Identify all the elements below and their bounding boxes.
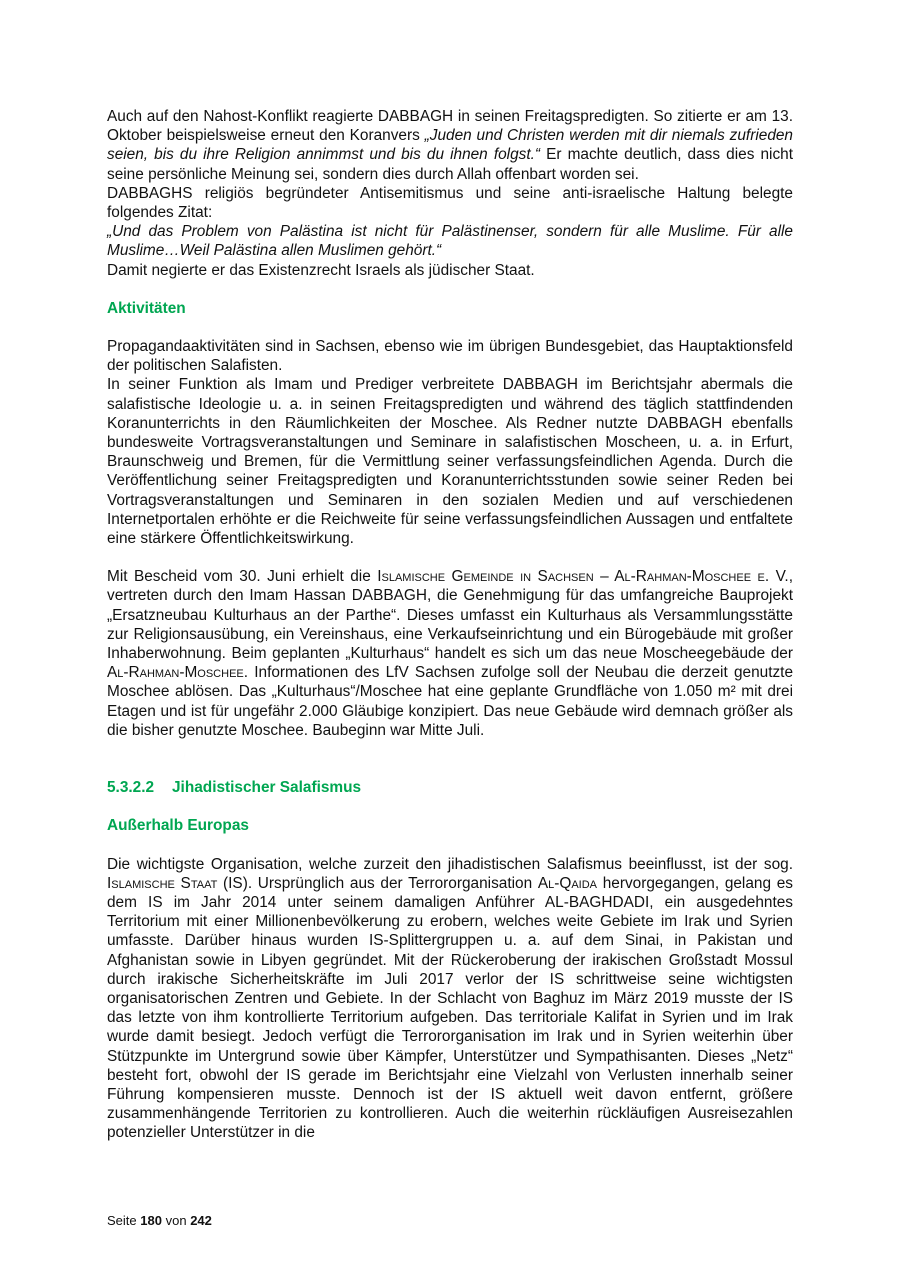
section-number: 5.3.2.2 <box>107 779 155 797</box>
org-name: Al-Rahman-Moschee <box>107 664 244 682</box>
paragraph-imam: In seiner Funktion als Imam und Prediger verbreitete DABBAGH im Berichtsjahr abermals die salafistische Ideologie u. a. in seinen Freitagspredigten und während des täglich stattfindenden Koranunterrichts in den Räumlichkeiten der Moschee. Als Redner nutzte DABBAGH ebenfalls bundesweite Vortragsveranstaltungen und Seminare in salafistischen Moscheen, u. a. in Erfurt, Braunschweig und Bremen, für die Vermittlung seiner verfassungsfeindlichen Agenda. Durch die Veröffentlichung seiner Freitagspredigten und Koranunterrichtsstunden sowie seiner Reden bei Vortragsveranstaltungen und Seminaren in den sozialen Medien und auf verschiedenen Internetportalen erhöhte er die Reichweite für seine verfassungsfeindlichen Aussagen und entfaltete eine stärkere Öffentlichkeitswirkung. <box>107 376 793 548</box>
spacer <box>107 318 793 337</box>
spacer <box>107 548 793 567</box>
section-heading <box>107 778 793 797</box>
paragraph-existenzrecht: Damit negierte er das Existenzrecht Israels als jüdischer Staat. <box>107 261 535 279</box>
spacer <box>107 280 793 299</box>
quote-text: „Und das Problem von Palästina ist nicht für Palästinenser, sondern für alle Muslime. Für alle Muslime…Weil Palästina allen Muslimen gehört.“ <box>107 223 793 260</box>
spacer <box>107 797 793 816</box>
text-run: (IS). Ursprünglich aus der Terrororganisation <box>217 874 538 892</box>
quote-palaestina <box>107 222 793 260</box>
spacer <box>107 740 793 778</box>
heading-ausserhalb-europas: Außerhalb Europas <box>107 817 249 835</box>
text-run: Mit Bescheid vom 30. Juni erhielt die <box>107 568 378 586</box>
paragraph-bauprojekt <box>107 567 793 740</box>
page-footer <box>107 1213 212 1228</box>
paragraph-propaganda: Propagandaaktivitäten sind in Sachsen, ebenso wie im übrigen Bundesgebiet, das Hauptaktionsfeld der politischen Salafisten. <box>107 338 793 375</box>
footer-middle: von <box>165 1213 187 1228</box>
page-content <box>107 107 793 1143</box>
text-run: Auch auf den Nahost-Konflikt reagierte DABBAGH in seinen Freitagspredigten. So zitierte er am 13. Oktober beispielsweise erneut den Koranvers <box>107 108 793 145</box>
text-run: Er machte deutlich, dass dies nicht seine persönliche Meinung sei, sondern dies durch Allah offenbart worden sei. <box>107 146 793 183</box>
paragraph-antisemitismus: DABBAGHS religiös begründeter Antisemitismus und seine anti-israelische Haltung belegte folgendes Zitat: <box>107 184 793 222</box>
text-run: hervorgegangen, gelang es dem IS im Jahr 2014 unter seinem damaligen Anführer AL-BAGHDADI, ein ausgedehntes Territorium mit einer Millionenbevölkerung zu erobern, welches weite Gebiete im Irak und Syrien umfasste. Darüber hinaus wurden IS-Splittergruppen u. a. auf dem Sinai, in Pakistan und Afghanistan sowie in Libyen gegründet. Mit der Rückeroberung der irakischen Großstadt Mossul durch irakische Sicherheitskräfte im Juli 2017 verlor der IS schrittweise seine wichtigsten organisatorischen Zentren und Gebiete. In der Schlacht von Baghuz im März 2019 musste der IS das letzte von ihm kontrollierte Territorium aufgeben. Das territoriale Kalifat in Syrien und im Irak wurde damit besiegt. Jedoch verfügt die Terrororganisation im Irak und in Syrien weiterhin über Stützpunkte im Untergrund sowie über Kämpfer, Unterstützer und Sympathisanten. Dieses „Netz“ besteht fort, obwohl der IS gerade im Berichtsjahr eine Vielzahl von Verlusten innerhalb seiner Führung kompensieren musste. Dennoch ist der IS aktuell weit davon entfernt, größere zusammenhängende Territorien zu kontrollieren. Auch die weiterhin rückläufigen Ausreisezahlen potenzieller Unterstützer in die <box>107 874 793 1142</box>
spacer <box>107 836 793 855</box>
text-run: , vertreten durch den Imam Hassan DABBAGH, die Genehmigung für das umfangreiche Bauprojekt „Ersatzneubau Kulturhaus an der Parthe“. Dieses umfasst ein Kulturhaus als Versammlungsstätte zur Religionsausübung, ein Vereinshaus, eine Verkaufseinrichtung und ein Bürogebäude mit großer Inhaberwohnung. Beim geplanten „Kulturhaus“ handelt es sich um das neue Moscheegebäude der <box>107 568 793 663</box>
heading-aktivitaeten: Aktivitäten <box>107 299 186 317</box>
org-name: Islamische Gemeinde in Sachsen – Al-Rahman-Moschee e. V. <box>377 568 789 586</box>
footer-page-number: 180 <box>140 1213 162 1228</box>
footer-prefix: Seite <box>107 1213 137 1228</box>
quote-koranvers: „Juden und Christen werden mit dir niemals zufrieden seien, bis du ihre Religion annimmst und bis du ihnen folgst.“ <box>107 127 793 164</box>
text-run: . Informationen des LfV Sachsen zufolge soll der Neubau die derzeit genutzte Moschee ablösen. Das „Kulturhaus“/Moschee hat eine geplante Grundfläche von 1.050 m² mit drei Etagen und ist für ungefähr 2.000 Gläubige konzipiert. Das neue Gebäude wird demnach größer als die bisher genutzte Moschee. Baubeginn war Mitte Juli. <box>107 664 793 739</box>
footer-total-pages: 242 <box>190 1213 212 1228</box>
org-name: Islamische Staat <box>107 874 218 892</box>
paragraph-nahost <box>107 107 793 184</box>
text-run: Die wichtigste Organisation, welche zurzeit den jihadistischen Salafismus beeinflusst, ist der sog. <box>107 855 793 873</box>
paragraph-islamischer-staat <box>107 855 793 1143</box>
section-title: Jihadistischer Salafismus <box>172 779 362 797</box>
org-name: Al-Qaida <box>537 874 598 892</box>
